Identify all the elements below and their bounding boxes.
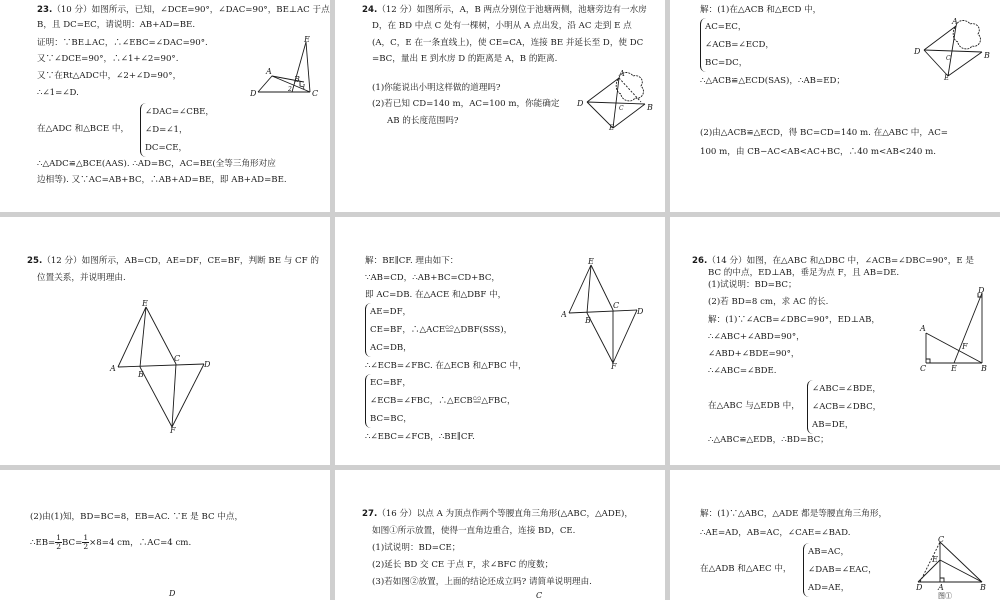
q26-tail: ∴△ABC≌△EDB，∴BD=BC； xyxy=(708,435,829,445)
q26-part2-line-2: ∴EB= $\frac{1}{2}$ BC= $\frac{1}{2}$ ×8=4 cm，∴AC=4 cm. xyxy=(30,533,192,551)
fig-label-a: A xyxy=(920,324,926,333)
q24-line-7: AB 的长度范围吗? xyxy=(387,116,459,126)
q25-figure xyxy=(108,297,212,433)
panel-q26 xyxy=(670,217,1000,465)
q25-sol-line-3: 即 AC=DB. 在△ACE 和△DBF 中， xyxy=(365,290,507,300)
fig-label-d: D xyxy=(169,589,176,598)
q23-brace-prefix: 在△ADC 和△BCE 中， xyxy=(37,124,130,134)
q25-sol-brace-2: EC=BF， ∠ECB=∠FBC，∴△ECB≌△FBC， BC=BC， xyxy=(365,374,516,428)
fig-label-c: C xyxy=(174,354,181,363)
question-number: 27. xyxy=(362,509,378,519)
q25-sol-line-1: 解：BE∥CF. 理由如下： xyxy=(365,256,459,266)
q24-line-6: (2)若已知 CD=140 m，AC=100 m，你能确定 xyxy=(372,99,560,109)
fig-label-c: C xyxy=(613,301,620,310)
q23-line-5: 又∵在Rt△ADC中，∠2+∠D=90°， xyxy=(37,71,182,81)
fig-label-angle-1: 1 xyxy=(302,84,306,91)
question-number: 25. xyxy=(27,256,43,266)
fig-label-d: D xyxy=(637,307,644,316)
q23-line-3: 证明：∵BE⊥AC，∴∠EBC=∠DAC=90°. xyxy=(37,38,208,48)
q26-line-4: (2)若 BD=8 cm，求 AC 的长. xyxy=(708,297,829,307)
q24-line-4: =BC，量出 E 到水房 D 的距离是 A，B 的距离. xyxy=(372,54,558,64)
fig-label-e: E xyxy=(588,257,594,266)
fig-label-b: B xyxy=(984,51,990,60)
fig-label-e: E xyxy=(951,364,957,373)
fig-label-b: B xyxy=(647,103,653,112)
q26-brace-prefix: 在△ABC 与△EDB 中， xyxy=(708,401,800,411)
fig-label-angle-2: 2 xyxy=(288,86,292,93)
fig-label-a: A xyxy=(952,17,958,26)
fig-label-d: D xyxy=(577,99,584,108)
q24-sol-line-1: 解：(1)在△ACB 和△ECD 中， xyxy=(700,5,822,15)
panel-q23 xyxy=(0,0,330,212)
q26-line-7: ∠ABD+∠BDE=90°， xyxy=(708,349,800,359)
panel-q24 xyxy=(335,0,665,212)
fraction-half: $\frac{1}{2}$ xyxy=(83,533,89,551)
fig-label-e: E xyxy=(304,36,310,44)
fig-label-e: E xyxy=(609,124,615,130)
panel-q27 xyxy=(335,470,665,600)
q25-line-1: 25.（12 分）如图所示，AB=CD，AE=DF，CE=BF，判断 BE 与 CF 的 xyxy=(27,256,319,266)
q27-line-2: 如图①所示放置，使得一直角边重合，连接 BD，CE. xyxy=(372,526,576,536)
fig-label-e: E xyxy=(944,74,950,82)
q25-sol-brace-1: AE=DF， CE=BF，∴△ACE≌△DBF(SSS)， AC=DB， xyxy=(365,303,512,357)
fig-label-d: D xyxy=(250,89,257,98)
q26-line-1: 26.（14 分）如图，在△ABC 和△DBC 中，∠ACB=∠DBC=90°，E 是 xyxy=(692,256,974,266)
question-number: 26. xyxy=(692,256,708,266)
q27-line-1: 27.（16 分）以点 A 为顶点作两个等腰直角三角形(△ABC，△ADE)， xyxy=(362,509,633,519)
fig-caption: 图① xyxy=(938,592,952,600)
fig-label-c: C xyxy=(312,89,319,98)
q27-line-3: (1)试说明：BD=CE； xyxy=(372,543,461,553)
panel-q24-solution xyxy=(670,0,1000,212)
q24-sol-tail-2: 100 m，由 CB−AC<AB<AC+BC，∴40 m<AB<240 m. xyxy=(700,147,936,157)
q23-line-2: B，且 DC=EC，请说明：AB+AD=BE. xyxy=(37,20,196,30)
q23-line-4: 又∵∠DCE=90°，∴∠1+∠2=90°. xyxy=(37,54,179,64)
q23-line-1: 23.（10 分）如图所示，已知，∠DCE=90°，∠DAC=90°，BE⊥AC 于点 xyxy=(37,5,330,15)
fig-label-f: F xyxy=(611,362,617,369)
question-number: 23. xyxy=(37,5,53,15)
q23-brace-group: ∠DAC=∠CBE， ∠D=∠1， DC=CE， xyxy=(140,103,214,157)
panel-q27-solution xyxy=(670,470,1000,600)
fig-label-c: C xyxy=(938,536,945,544)
q24-sol-tail-1: (2)由△ACB≌△ECD，得 BC=CD=140 m. 在△ABC 中，AC= xyxy=(700,128,948,138)
q25-sol-tail: ∴∠EBC=∠FCB，∴BE∥CF. xyxy=(365,432,475,442)
fraction-half: $\frac{1}{2}$ xyxy=(56,533,62,551)
fig-label-a: A xyxy=(110,364,116,373)
panel-q25-solution xyxy=(335,217,665,465)
fig-label-f: F xyxy=(170,426,176,433)
q24-line-5: (1)你能说出小明这样做的道理吗? xyxy=(372,83,501,93)
fig-label-c: C xyxy=(920,364,927,373)
q27-line-4: (2)延长 BD 交 CE 于点 F，求∠BFC 的度数； xyxy=(372,560,554,570)
fig-label-b: B xyxy=(138,370,144,379)
q26-figure xyxy=(918,287,990,373)
fig-label-b: B xyxy=(980,583,986,592)
panel-q26-part2 xyxy=(0,470,330,600)
fig-label-d: D xyxy=(916,583,923,592)
fig-label-d: D xyxy=(204,360,211,369)
fig-label-a: A xyxy=(561,310,567,319)
q23-tail-1: ∴△ADC≌△BCE(AAS). ∴AD=BC，AC=BE(全等三角形对应 xyxy=(37,159,276,169)
q26-line-6: ∴∠ABC+∠ABD=90°， xyxy=(708,332,805,342)
q24-figure xyxy=(575,66,657,130)
fig-label-b: B xyxy=(981,364,987,373)
q23-line-6: ∴∠1=∠D. xyxy=(37,88,79,98)
q24-sol-figure xyxy=(912,16,992,82)
q26-brace-group: ∠ABC=∠BDE， ∠ACB=∠DBC， AB=DE， xyxy=(807,380,881,434)
fig-label-c: C xyxy=(536,591,543,600)
q27-sol-line-2: ∴AE=AD，AB=AC，∠CAE=∠BAD. xyxy=(700,528,851,538)
panel-q25 xyxy=(0,217,330,465)
q25-sol-line-2: ∵AB=CD，∴AB+BC=CD+BC， xyxy=(365,273,500,283)
fig-label-b: B xyxy=(294,75,300,84)
fig-label-c: C xyxy=(619,105,624,112)
question-number: 24. xyxy=(362,5,378,15)
fig-label-a: A xyxy=(619,69,625,78)
q26-line-2: BC 的中点，ED⊥AB，垂足为点 F，且 AB=DE. xyxy=(708,268,900,278)
q26-line-8: ∴∠ABC=∠BDE. xyxy=(708,366,777,376)
q24-line-1: 24.（12 分）如图所示，A，B 两点分别位于池塘两侧，池塘旁边有一水房 xyxy=(362,5,647,15)
fig-label-f: F xyxy=(962,342,968,351)
q24-sol-brace: AC=EC， ∠ACB=∠ECD， BC=DC， xyxy=(700,18,774,72)
fig-label-e: E xyxy=(142,299,148,308)
q24-line-3: (A，C，E 在一条直线上)，使 CE=CA，连接 BE 并延长至 D，使 DC xyxy=(372,38,644,48)
q23-tail-2: 边相等). 又∵AC=AB+BC，∴AB+AD=BE，即 AB+AD=BE. xyxy=(37,175,287,185)
q25-sol-mid: ∴∠ECB=∠FBC. 在△ECB 和△FBC 中， xyxy=(365,361,527,371)
fig-label-c: C xyxy=(946,55,951,62)
q27-sol-brace: AB=AC， ∠DAB=∠EAC， AD=AE， xyxy=(803,543,877,597)
q26-line-3: (1)试说明：BD=BC； xyxy=(708,280,797,290)
fig-label-a: A xyxy=(938,583,944,592)
q27-sol-figure xyxy=(916,536,990,600)
fig-label-b: B xyxy=(585,316,591,325)
q27-sol-brace-prefix: 在△ADB 和△AEC 中， xyxy=(700,564,792,574)
q25-line-2: 位置关系，并说明理由. xyxy=(37,273,126,283)
q27-line-5: (3)若如图②放置，上面的结论还成立吗? 请简单说明理由. xyxy=(372,577,592,587)
fig-label-a: A xyxy=(266,67,272,76)
fig-label-d: D xyxy=(914,47,921,56)
q26-part2-line-1: (2)由(1)知，BD=BC=8，EB=AC. ∵E 是 BC 中点， xyxy=(30,512,244,522)
q27-figure xyxy=(533,590,547,600)
q27-sol-line-1: 解：(1)∵△ABC，△ADE 都是等腰直角三角形， xyxy=(700,509,888,519)
fig-label-e: E xyxy=(932,555,938,564)
q25-sol-figure xyxy=(561,257,645,369)
q24-line-2: D，在 BD 中点 C 处有一棵树，小明从 A 点出发，沿 AC 走到 E 点 xyxy=(372,21,632,31)
q26-line-5: 解：(1)∵∠ACB=∠DBC=90°，ED⊥AB， xyxy=(708,315,880,325)
fig-label-d: D xyxy=(978,287,985,295)
q26-part2-figure xyxy=(166,586,180,600)
q23-figure xyxy=(250,36,322,98)
q24-sol-conclusion: ∴△ACB≌△ECD(SAS)，∴AB=ED； xyxy=(700,76,845,86)
